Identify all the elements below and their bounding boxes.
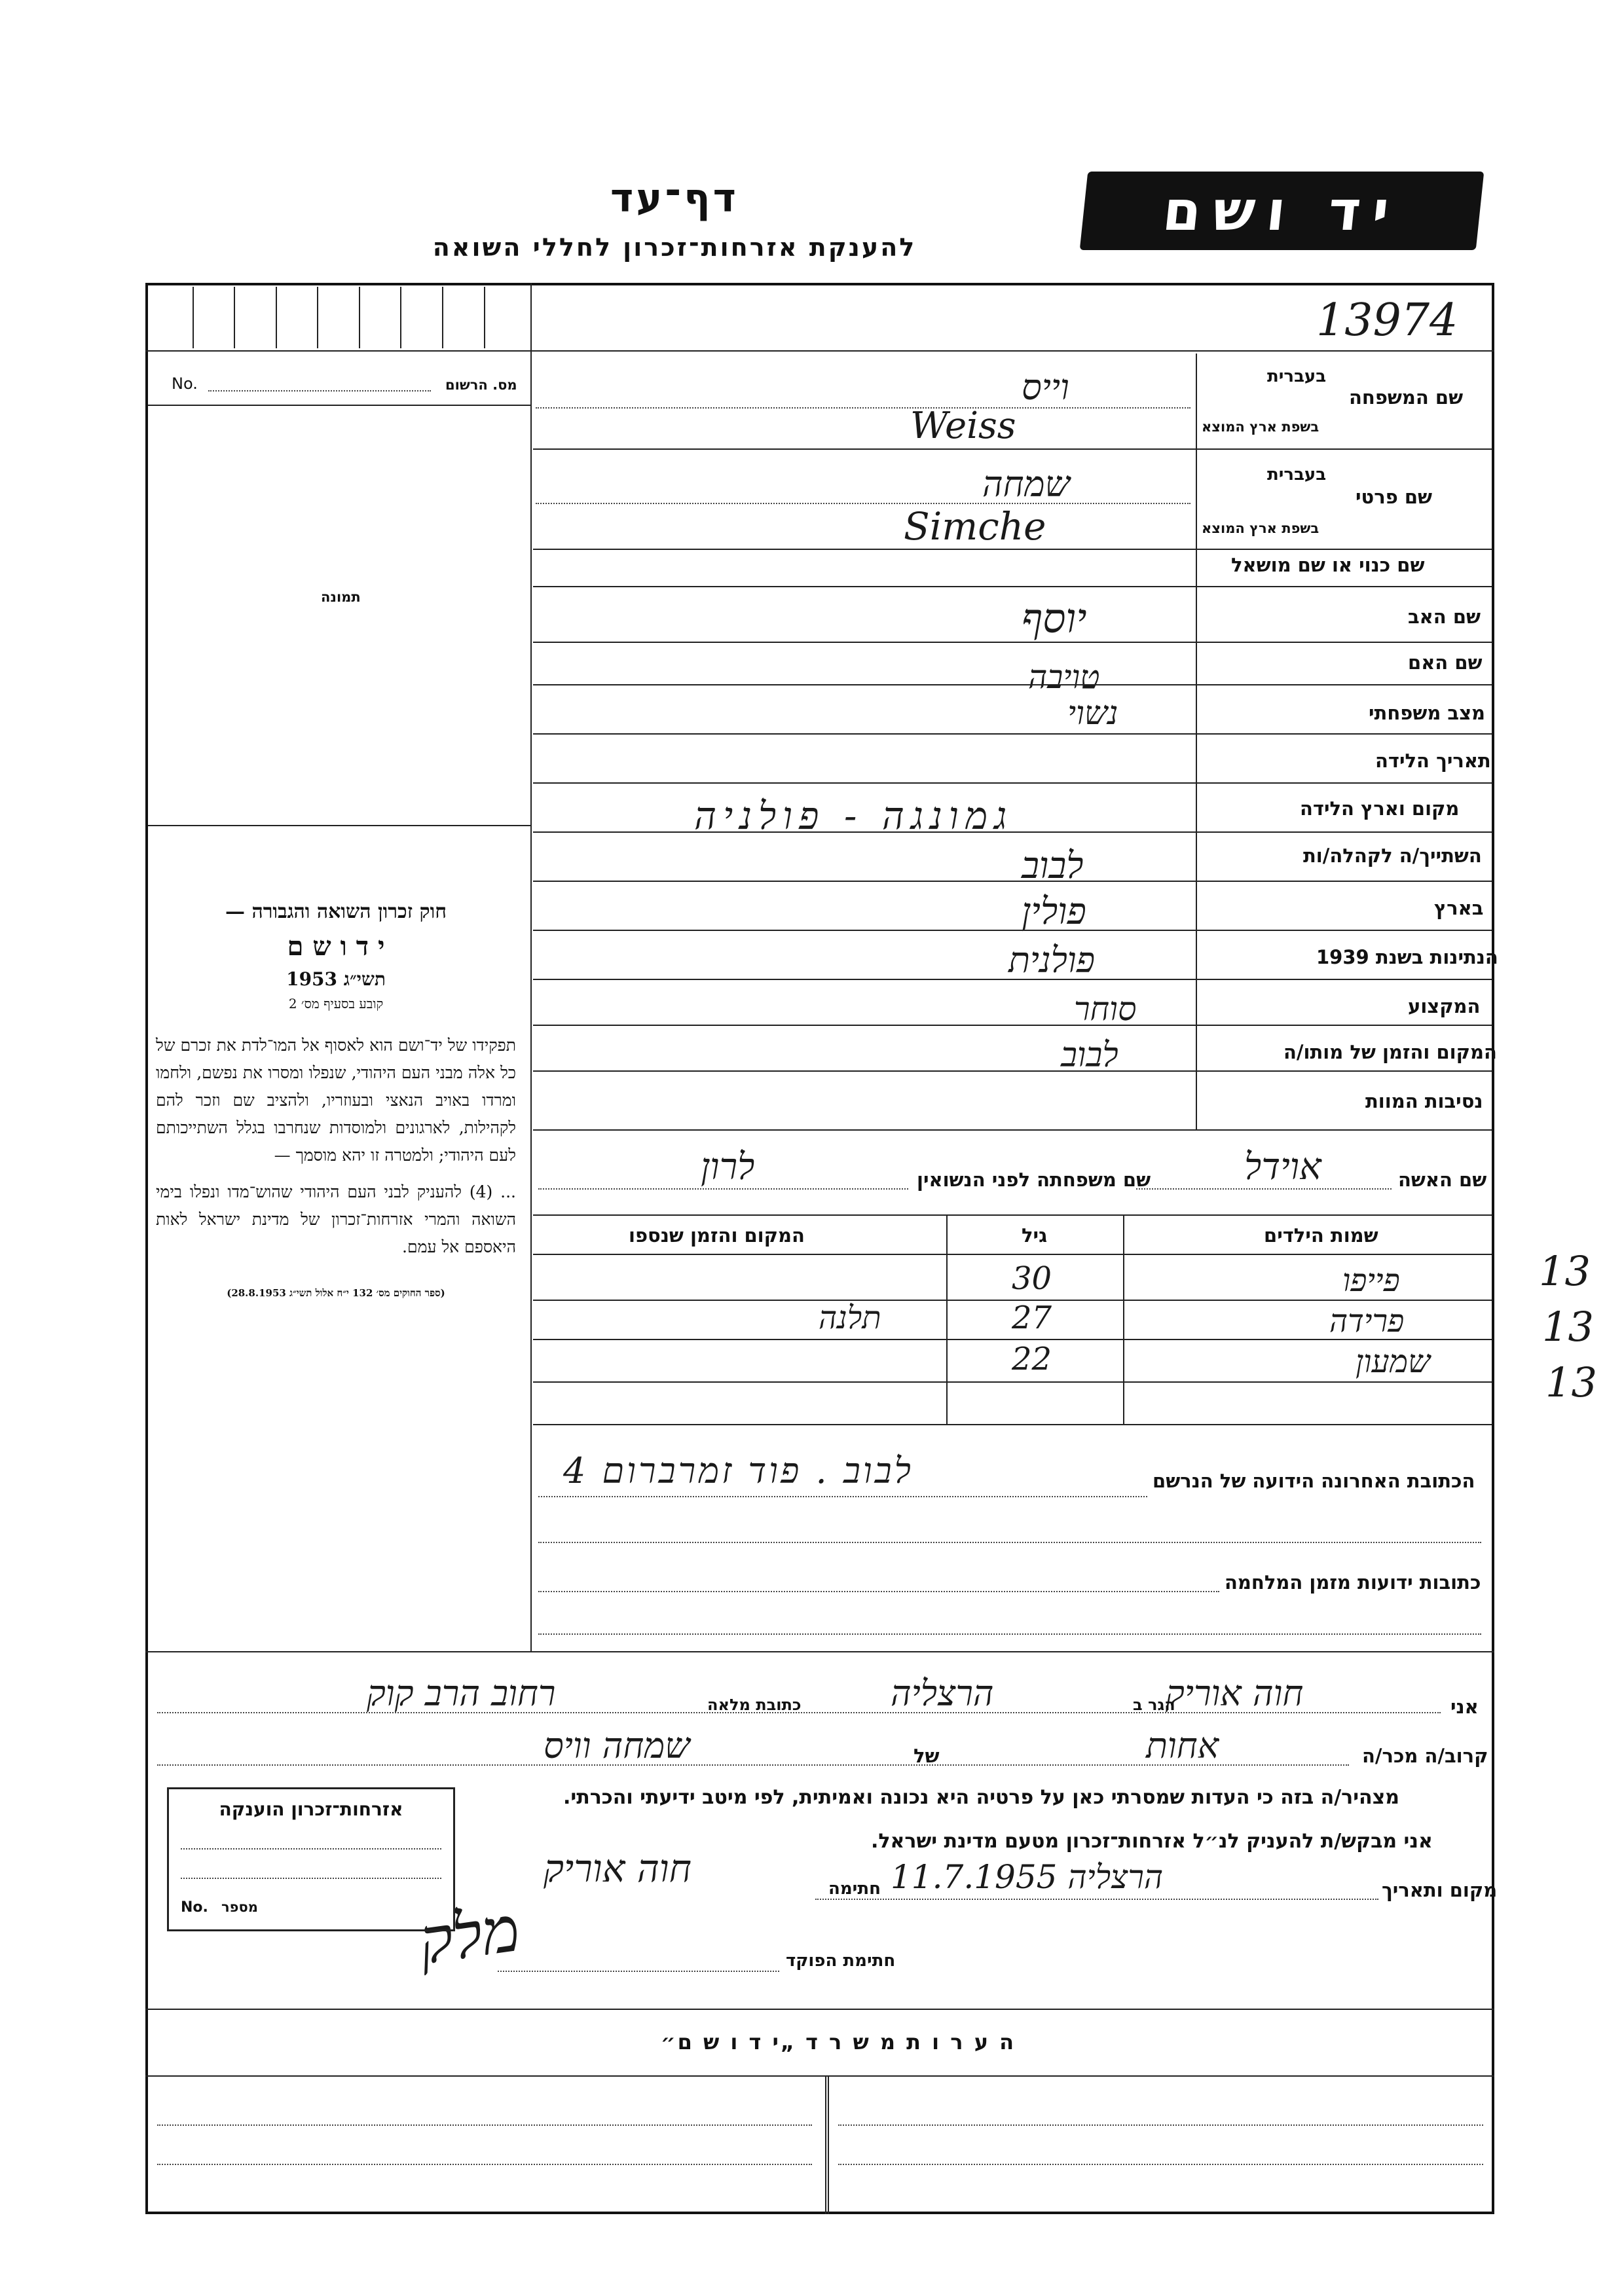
first-name-hebrew-value[interactable]: שמחה [982,464,1070,505]
children-age-header: גיל [1022,1224,1048,1247]
first-name-origin-value[interactable]: Simche [904,504,1046,549]
marital-status-label: מצב משפחתי [1369,702,1486,724]
family-name-hebrew-sublabel: בעברית [1267,367,1327,386]
child-margin-note-2: 13 [1542,1303,1594,1351]
mother-name-label: שם האם [1408,651,1483,674]
law-text-block [156,900,516,1300]
office-remarks-title: ה ע ר ו ת מ ש ר ד „י ד ו ש ם״ [660,2030,1016,2054]
citizenship-granted-title: אזרחות־זכרון הוענקה [219,1798,403,1820]
country-value[interactable]: פולין [1022,890,1086,933]
declaration-request: אני מבקש/ת להעניק לנ״ל אזרחות־זכרון מטעם מדינת ישראל. [871,1830,1433,1853]
declarant-signature-value[interactable]: חוה אוריק [544,1846,692,1891]
child-age-1[interactable]: 30 [1012,1260,1052,1297]
last-address-label: הכתובת האחרונה הידועה של הנרשם [1153,1470,1475,1492]
death-place-time-value[interactable]: לבוב [1061,1036,1118,1075]
signature-label: חתימה [828,1879,881,1899]
nickname-label: שם כנוי או שם מושאל [1231,554,1425,576]
first-name-label: שם פרטי [1356,486,1433,508]
page-title: דף־עד [610,175,739,221]
citizenship-1939-label: הנתינות בשנת 1939 [1316,946,1498,968]
family-name-origin-value[interactable]: Weiss [910,405,1016,447]
family-name-origin-sublabel: בשפת ארץ המוצא [1202,419,1320,435]
maiden-name-label: שם משפחתה לפני הנשואין [917,1169,1151,1191]
mother-name-value[interactable]: טויבה [1028,658,1100,696]
officer-signature-label: חתימת הפוקד [786,1951,896,1971]
community-label: השתייך/ה לקהלה/ות [1303,845,1482,867]
page-subtitle: להענקת אזרחות־זכרון לחללי השואה [432,233,917,262]
death-circumstances-label: נסיבות המוות [1365,1090,1483,1112]
declaration-statement: מצהיר/ה בזה כי העדות שמסרתי כאן על פרטיה היא נכונה ואמיתית, לפי מיטב ידיעתי והכרתי. [563,1786,1399,1809]
citizenship-granted-box [167,1787,455,1931]
law-year: תשי״ג 1953 [286,968,386,990]
relation-of-label: של [913,1745,940,1767]
profession-value[interactable]: סוחר [1074,990,1137,1028]
family-name-label: שם המשפחה [1349,386,1464,409]
father-name-value[interactable]: יוסף [1022,594,1087,642]
country-label: בארץ [1434,897,1484,919]
place-date-value[interactable]: הרצליה 11.7.1955 [891,1858,1164,1896]
first-name-origin-sublabel: בשפת ארץ המוצא [1202,520,1320,536]
photo-placeholder-label: תמונה [321,589,361,605]
relation-label: קרוב/ה מכר/ה [1362,1745,1488,1767]
family-name-hebrew-value[interactable]: וייס [1022,367,1069,408]
last-address-value[interactable]: לבוב . פוד זמרברום 4 [563,1450,913,1491]
birth-place-label: מקום וארץ הלידה [1300,797,1460,820]
child-name-3[interactable]: שמעון [1356,1343,1431,1380]
declarant-i-label: אני [1450,1696,1479,1718]
relation-of-value[interactable]: שמחה וויס [544,1725,690,1766]
child-age-3[interactable]: 22 [1012,1341,1052,1377]
death-place-time-label: המקום והזמן של מותו/ה [1283,1041,1497,1063]
place-date-label: מקום ותאריך [1382,1879,1498,1901]
declarant-resides-value[interactable]: הרצליה [891,1673,994,1714]
citizenship-1939-value[interactable]: פולנית [1008,939,1096,981]
sheet-number: 13974 [1316,295,1458,346]
wife-name-label: שם האשה [1398,1169,1487,1191]
first-name-hebrew-sublabel: בעברית [1267,465,1327,484]
registration-no-label: No. [172,374,198,393]
child-margin-note-3: 13 [1545,1358,1597,1406]
wife-name-value[interactable]: אוידל [1244,1146,1321,1188]
profession-label: המקצוע [1408,995,1481,1017]
wartime-addresses-label: כתובות ידועות מזמן המלחמה [1225,1571,1481,1594]
maiden-name-value[interactable]: לרון [701,1146,755,1188]
law-org: י ד ו ש ם [287,931,385,962]
father-name-label: שם האב [1408,606,1481,628]
law-clause-4: ... (4) להעניק לבני העם היהודי שהוש־מדו ונפלו בימי השואה והמרי אזרחות־זכרון של מדינת ישראל לאות היאספם אל עמם. [156,1182,516,1256]
stamp-no-label: No. [181,1899,208,1916]
declarant-address-label: כתובת מלאה [707,1696,802,1714]
registration-digit-boxes[interactable] [152,287,525,348]
community-value[interactable]: לבוב [1022,845,1084,887]
law-body: תפקידו של יד־ושם הוא לאסוף אל המו־לדת את זכרם של כל אלה מבני העם היהודי, שנפלו ומסרו את נפשם, ולחמו ומרדו באויב הנאצי ובעוזריו, ולהציב שם וזכר להם לקהילות, לארגונים ולמוסדות שנחרבו בגלל השתייכותם לעם היהודי; ולמטרה זו יהא מוסמך — [156,1036,516,1165]
marital-status-value[interactable]: נשוי [1067,694,1118,732]
child-name-2[interactable]: פרידה [1329,1303,1405,1339]
law-heading: חוק זכרון השואה והגבורה — [225,900,447,923]
birth-place-value[interactable]: גמונגה - פולניה [694,793,1014,838]
law-clause: קובע בסעיף מס׳ 2 [288,996,384,1011]
child-place-2[interactable]: תלנה [819,1300,881,1336]
stamp-number-label: מספר [221,1899,258,1915]
logo-text: יד ושם [1160,179,1404,243]
yad-vashem-logo [1080,172,1485,250]
declarant-address-value[interactable]: רחוב הרב קוק [367,1673,556,1714]
declarant-resides-label: הגר ב [1133,1696,1175,1714]
children-place-header: המקום והזמן שנספו [629,1224,805,1247]
officer-signature-value: מלק [414,1891,525,1979]
child-margin-note-1: 13 [1539,1247,1591,1295]
birth-date-label: תאריך הלידה [1375,750,1491,772]
law-source: (ספר החוקים מס׳ 132 י״ח אלול תשי״ג 28.8.1953) [227,1287,445,1299]
child-name-1[interactable]: פייפו [1342,1262,1400,1299]
child-age-2[interactable]: 27 [1012,1300,1052,1336]
declarant-name-value[interactable]: חוה אוריק [1166,1673,1304,1714]
children-names-header: שמות הילדים [1264,1224,1378,1247]
registration-number-label: מס. הרשום [445,377,517,393]
relation-value[interactable]: אחות [1146,1725,1219,1766]
